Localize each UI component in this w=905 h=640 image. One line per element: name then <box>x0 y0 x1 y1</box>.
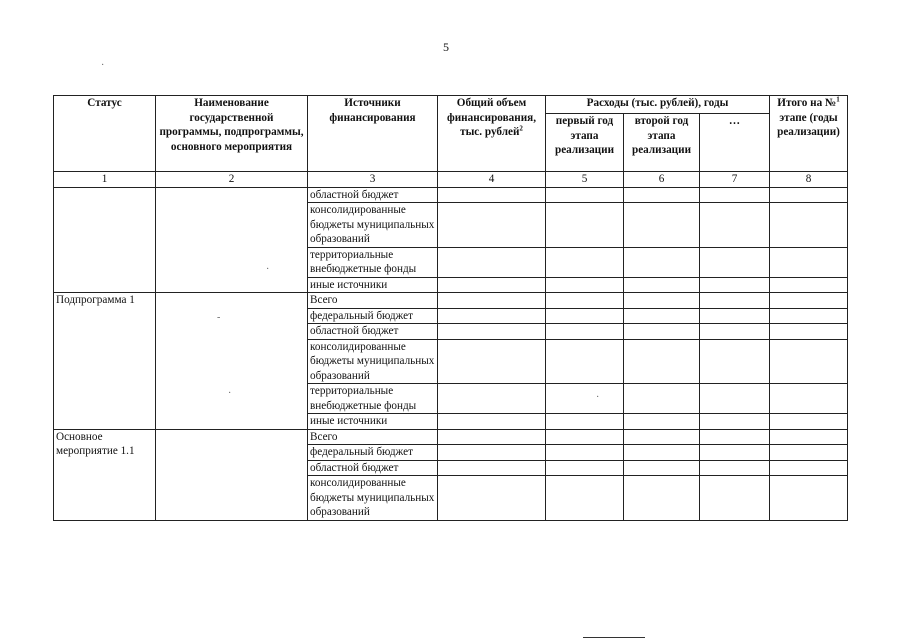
header-stage-total-rest: этапе (годы реализации) <box>777 111 840 138</box>
source-cell: иные источники <box>308 414 438 430</box>
value-cell <box>770 384 848 414</box>
value-cell <box>770 429 848 445</box>
source-cell: иные источники <box>308 277 438 293</box>
footnote-marker: 2 <box>519 124 523 133</box>
value-cell <box>770 308 848 324</box>
header-expenses: Расходы (тыс. рублей), годы <box>546 96 770 114</box>
footnote-separator <box>583 637 645 638</box>
value-cell <box>546 324 624 340</box>
column-number: 4 <box>438 172 546 188</box>
header-year1: первый год этапа реализации <box>546 114 624 172</box>
value-cell <box>546 445 624 461</box>
value-cell <box>624 247 700 277</box>
column-number: 3 <box>308 172 438 188</box>
value-cell <box>438 324 546 340</box>
value-cell <box>700 384 770 414</box>
value-cell <box>700 339 770 384</box>
value-cell <box>700 476 770 521</box>
table-row <box>54 187 848 203</box>
source-cell: территориальные внебюджетные фонды <box>308 384 438 414</box>
value-cell <box>700 460 770 476</box>
value-cell <box>546 203 624 248</box>
value-cell <box>770 203 848 248</box>
column-number: 1 <box>54 172 156 188</box>
source-cell: территориальные внебюджетные фонды <box>308 247 438 277</box>
value-cell <box>546 187 624 203</box>
value-cell <box>438 384 546 414</box>
header-stage-total <box>770 96 848 172</box>
scan-speck: · <box>228 388 232 399</box>
column-number: 8 <box>770 172 848 188</box>
value-cell <box>438 293 546 309</box>
value-cell <box>624 445 700 461</box>
value-cell <box>770 293 848 309</box>
source-cell: консолидированные бюджеты муниципальных образований <box>308 203 438 248</box>
value-cell <box>624 384 700 414</box>
header-year2: второй год этапа реализации <box>624 114 700 172</box>
footnote-marker: 1 <box>836 95 840 104</box>
value-cell <box>624 460 700 476</box>
value-cell <box>438 429 546 445</box>
value-cell <box>700 414 770 430</box>
value-cell <box>624 339 700 384</box>
value-cell <box>624 293 700 309</box>
header-total <box>438 96 546 172</box>
status-cell: Подпрограмма 1 <box>54 293 156 430</box>
name-cell <box>156 187 308 293</box>
column-number: 5 <box>546 172 624 188</box>
value-cell <box>700 445 770 461</box>
value-cell <box>438 339 546 384</box>
value-cell <box>624 277 700 293</box>
name-cell <box>156 293 308 430</box>
value-cell <box>700 324 770 340</box>
header-year-more: … <box>700 114 770 172</box>
value-cell <box>770 247 848 277</box>
value-cell <box>700 293 770 309</box>
value-cell <box>700 187 770 203</box>
value-cell <box>546 460 624 476</box>
value-cell <box>438 247 546 277</box>
header-name: Наименование государственной программы, подпрограммы, основного мероприятия <box>156 96 308 172</box>
source-cell: Всего <box>308 429 438 445</box>
value-cell <box>770 445 848 461</box>
source-cell: областной бюджет <box>308 460 438 476</box>
value-cell <box>770 187 848 203</box>
page-number: 5 <box>443 40 449 54</box>
value-cell <box>770 324 848 340</box>
value-cell <box>624 308 700 324</box>
column-number: 7 <box>700 172 770 188</box>
value-cell <box>546 293 624 309</box>
value-cell <box>438 308 546 324</box>
source-cell: консолидированные бюджеты муниципальных образований <box>308 339 438 384</box>
value-cell <box>546 476 624 521</box>
value-cell <box>546 414 624 430</box>
value-cell <box>438 460 546 476</box>
header-status: Статус <box>54 96 156 172</box>
value-cell <box>438 277 546 293</box>
value-cell <box>546 247 624 277</box>
value-cell <box>624 476 700 521</box>
value-cell <box>700 429 770 445</box>
value-cell <box>624 429 700 445</box>
value-cell <box>438 476 546 521</box>
value-cell <box>700 247 770 277</box>
header-total-label: Общий объем финансирования, тыс. рублей <box>447 97 536 138</box>
source-cell: федеральный бюджет <box>308 445 438 461</box>
source-cell: Всего <box>308 293 438 309</box>
value-cell <box>438 187 546 203</box>
column-number: 2 <box>156 172 308 188</box>
value-cell <box>546 277 624 293</box>
table-row <box>54 293 848 309</box>
value-cell <box>624 414 700 430</box>
value-cell <box>770 414 848 430</box>
value-cell <box>700 203 770 248</box>
value-cell <box>624 187 700 203</box>
value-cell <box>700 277 770 293</box>
scan-speck: · <box>596 392 600 403</box>
value-cell <box>770 476 848 521</box>
value-cell <box>546 384 624 414</box>
value-cell <box>770 339 848 384</box>
value-cell <box>624 203 700 248</box>
value-cell <box>624 324 700 340</box>
source-cell: консолидированные бюджеты муниципальных образований <box>308 476 438 521</box>
scan-speck: · <box>101 60 105 71</box>
value-cell <box>546 308 624 324</box>
value-cell <box>546 339 624 384</box>
source-cell: областной бюджет <box>308 187 438 203</box>
value-cell <box>438 445 546 461</box>
financing-table <box>53 95 848 521</box>
table-row <box>54 429 848 445</box>
value-cell <box>438 414 546 430</box>
column-number-row <box>54 172 848 188</box>
value-cell <box>546 429 624 445</box>
source-cell: федеральный бюджет <box>308 308 438 324</box>
value-cell <box>770 277 848 293</box>
column-number: 6 <box>624 172 700 188</box>
source-cell: областной бюджет <box>308 324 438 340</box>
name-cell <box>156 429 308 520</box>
scan-speck: - <box>217 312 221 323</box>
value-cell <box>700 308 770 324</box>
value-cell <box>770 460 848 476</box>
status-cell <box>54 187 156 293</box>
header-sources: Источники финансирования <box>308 96 438 172</box>
scan-speck: · <box>266 264 270 275</box>
value-cell <box>438 203 546 248</box>
status-cell: Основное мероприятие 1.1 <box>54 429 156 520</box>
header-stage-total-label: Итого на № <box>777 97 837 109</box>
